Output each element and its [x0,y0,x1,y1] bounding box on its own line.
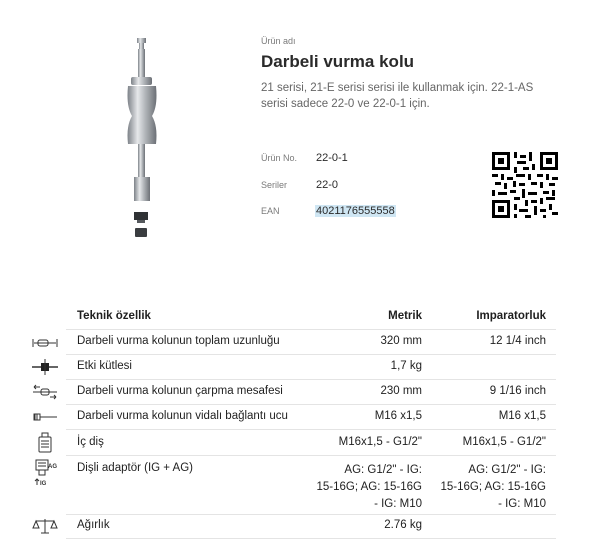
spec-feature: Dişli adaptör (IG + AG) [77,462,193,474]
thread-icon [30,407,60,427]
spec-metric: M16x1,5 - G1/2" [338,436,422,448]
stroke-icon [30,382,60,402]
spec-feature: Darbeli vurma kolunun çarpma mesafesi [77,385,283,397]
spec-header-metric: Metrik [388,310,422,322]
spec-metric: 1,7 kg [390,360,422,372]
spec-metric: 320 mm [380,335,422,347]
inner-thread-icon [30,432,60,454]
spec-metric-line: 15-16G; AG: 15-16G [316,481,422,493]
row-divider [66,404,556,405]
spec-metric: 230 mm [380,385,422,397]
spec-imperial: M16x1,5 - G1/2" [462,436,546,448]
spec-feature: Darbeli vurma kolunun vidalı bağlantı ucu [77,410,288,422]
adapter-ag-label: AG [48,464,57,470]
adapter-icon [30,458,60,488]
ean-value[interactable]: 4021176555558 [316,205,395,217]
spec-metric: M16 x1,5 [374,410,422,422]
spec-feature: Darbeli vurma kolunun toplam uzunluğu [77,335,280,347]
series-value: 22-0 [316,179,339,191]
spec-metric-line: - IG: M10 [374,498,422,510]
row-divider [66,514,556,515]
spec-imperial: 9 1/16 inch [489,385,546,397]
row-divider [66,329,556,330]
row-divider [66,429,556,430]
product-no-label: Ürün No. [261,153,298,163]
product-no-value: 22-0-1 [316,152,348,164]
spec-imperial-line: AG: G1/2" - IG: [468,464,546,476]
row-divider [66,455,556,456]
length-icon [30,333,60,353]
spec-imperial [414,462,546,513]
spec-header-feature: Teknik özellik [77,310,151,322]
spec-feature: İç diş [77,436,104,448]
spec-feature: Etki kütlesi [77,360,132,372]
row-divider [66,538,556,539]
spec-imperial-line: 15-16G; AG: 15-16G [440,481,546,493]
spec-metric-line: AG: G1/2" - IG: [344,464,422,476]
qr-code-icon [492,152,558,218]
weight-mass-icon [30,357,60,377]
series-label: Seriler [261,180,288,190]
adapter-ig-label: IG [40,481,47,487]
spec-metric: 2.76 kg [384,519,422,531]
scale-icon [30,516,60,536]
spec-metric [290,462,422,513]
spec-feature: Ağırlık [77,519,110,531]
product-title: Darbeli vurma kolu [261,52,415,71]
product-description: 21 serisi, 21-E serisi serisi ile kullanmak için. 22-1-AS serisi sadece 22-0 ve 22-0-1 için. [261,82,534,110]
spec-imperial-line: - IG: M10 [498,498,546,510]
product-image [112,34,172,244]
spec-header-imperial: Imparatorluk [476,310,546,322]
row-divider [66,379,556,380]
spec-imperial: M16 x1,5 [498,410,546,422]
spec-imperial: 12 1/4 inch [489,335,546,347]
ean-label: EAN [261,206,280,216]
product-name-label: Ürün adı [261,36,296,46]
row-divider [66,354,556,355]
